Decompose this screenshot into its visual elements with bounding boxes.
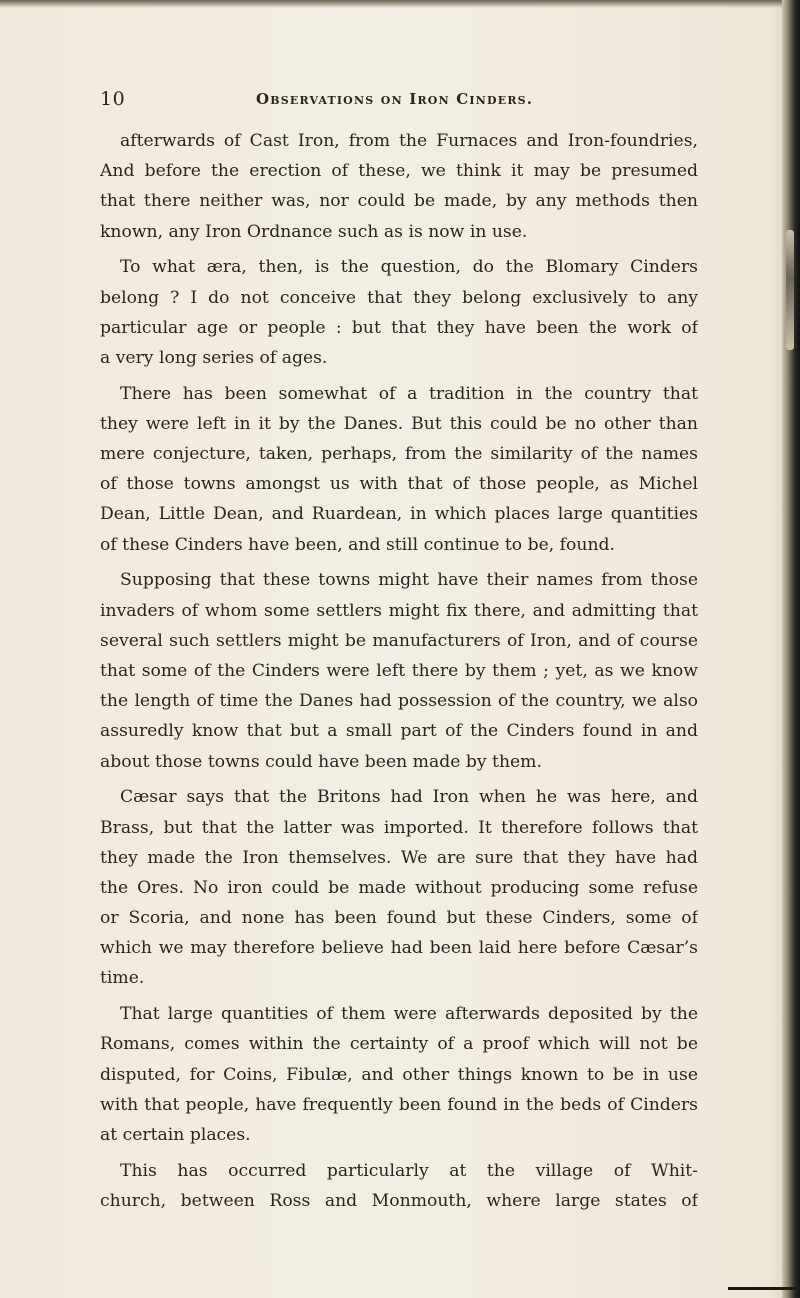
text-line: Cæsar says that the Britons had Iron when he was here, and [120,787,698,808]
text-line: that some of the Cinders were left there by them ; yet, as we know [100,660,698,681]
text-line: afterwards of Cast Iron, from the Furnaces and Iron-foundries, [120,131,698,151]
text-line: the Ores. No iron could be made without producing some refuse [100,877,698,898]
body-text [100,126,698,1222]
text-line: That large quantities of them were afterwards deposited by the [120,1004,698,1025]
text-line: at certain places. [100,1124,251,1145]
page-header [100,88,708,114]
text-line: This has occurred particularly at the village of Whit- [120,1160,698,1181]
text-line: There has been somewhat of a tradition in the country that [120,383,698,404]
text-line: To what æra, then, is the question, do the Blomary Cinders [120,257,698,278]
bottom-edge-rule [728,1287,800,1290]
text-line: Dean, Little Dean, and Ruardean, in which places large quantities [100,504,698,525]
text-line: assuredly know that but a small part of the Cinders found in and [100,721,698,742]
paragraph [100,252,698,373]
running-head: Observations on Iron Cinders. [256,90,534,108]
paragraph [100,782,698,993]
text-line: several such settlers might be manufacturers of Iron, and of course [100,630,698,651]
page-top-edge [0,0,800,8]
text-line: known, any Iron Ordnance such as is now in use. [100,221,528,242]
text-line: particular age or people : but that they have been the work of [100,317,698,338]
paragraph [100,126,698,247]
text-line: a very long series of ages. [100,347,328,368]
text-line: And before the erection of these, we think it may be presumed [100,161,698,182]
text-line: which we may therefore believe had been laid here before Cæsar’s [100,938,698,959]
text-line: or Scoria, and none has been found but these Cinders, some of [100,908,698,929]
text-line: belong ? I do not conceive that they belong exclusively to any [100,287,698,308]
paragraph [100,379,698,560]
text-line: of those towns amongst us with that of those people, as Michel [100,474,698,495]
text-line: they were left in it by the Danes. But this could be no other than [100,413,698,434]
text-line: church, between Ross and Monmouth, where large states of [100,1190,698,1211]
text-line: disputed, for Coins, Fibulæ, and other things known to be in use [100,1064,698,1085]
text-line: about those towns could have been made by them. [100,751,542,772]
text-line: Romans, comes within the certainty of a proof which will not be [100,1034,698,1055]
text-line: time. [100,968,145,989]
paragraph [100,1156,698,1216]
spine-mark [786,230,794,350]
book-spine-edge [782,0,800,1298]
text-line: Brass, but that the latter was imported. It therefore follows that [100,817,698,838]
page-number: 10 [100,88,126,110]
paragraph [100,565,698,776]
text-line: they made the Iron themselves. We are sure that they have had [100,847,698,868]
text-line: that there neither was, nor could be made, by any methods then [100,191,698,212]
text-line: Supposing that these towns might have their names from those [120,570,698,591]
text-line: mere conjecture, taken, perhaps, from the similarity of the names [100,444,698,465]
paragraph [100,999,698,1150]
text-line: invaders of whom some settlers might fix there, and admitting that [100,600,698,621]
text-line: with that people, have frequently been found in the beds of Cinders [100,1094,698,1115]
text-line: the length of time the Danes had possession of the country, we also [100,691,698,712]
text-line: of these Cinders have been, and still continue to be, found. [100,534,615,555]
